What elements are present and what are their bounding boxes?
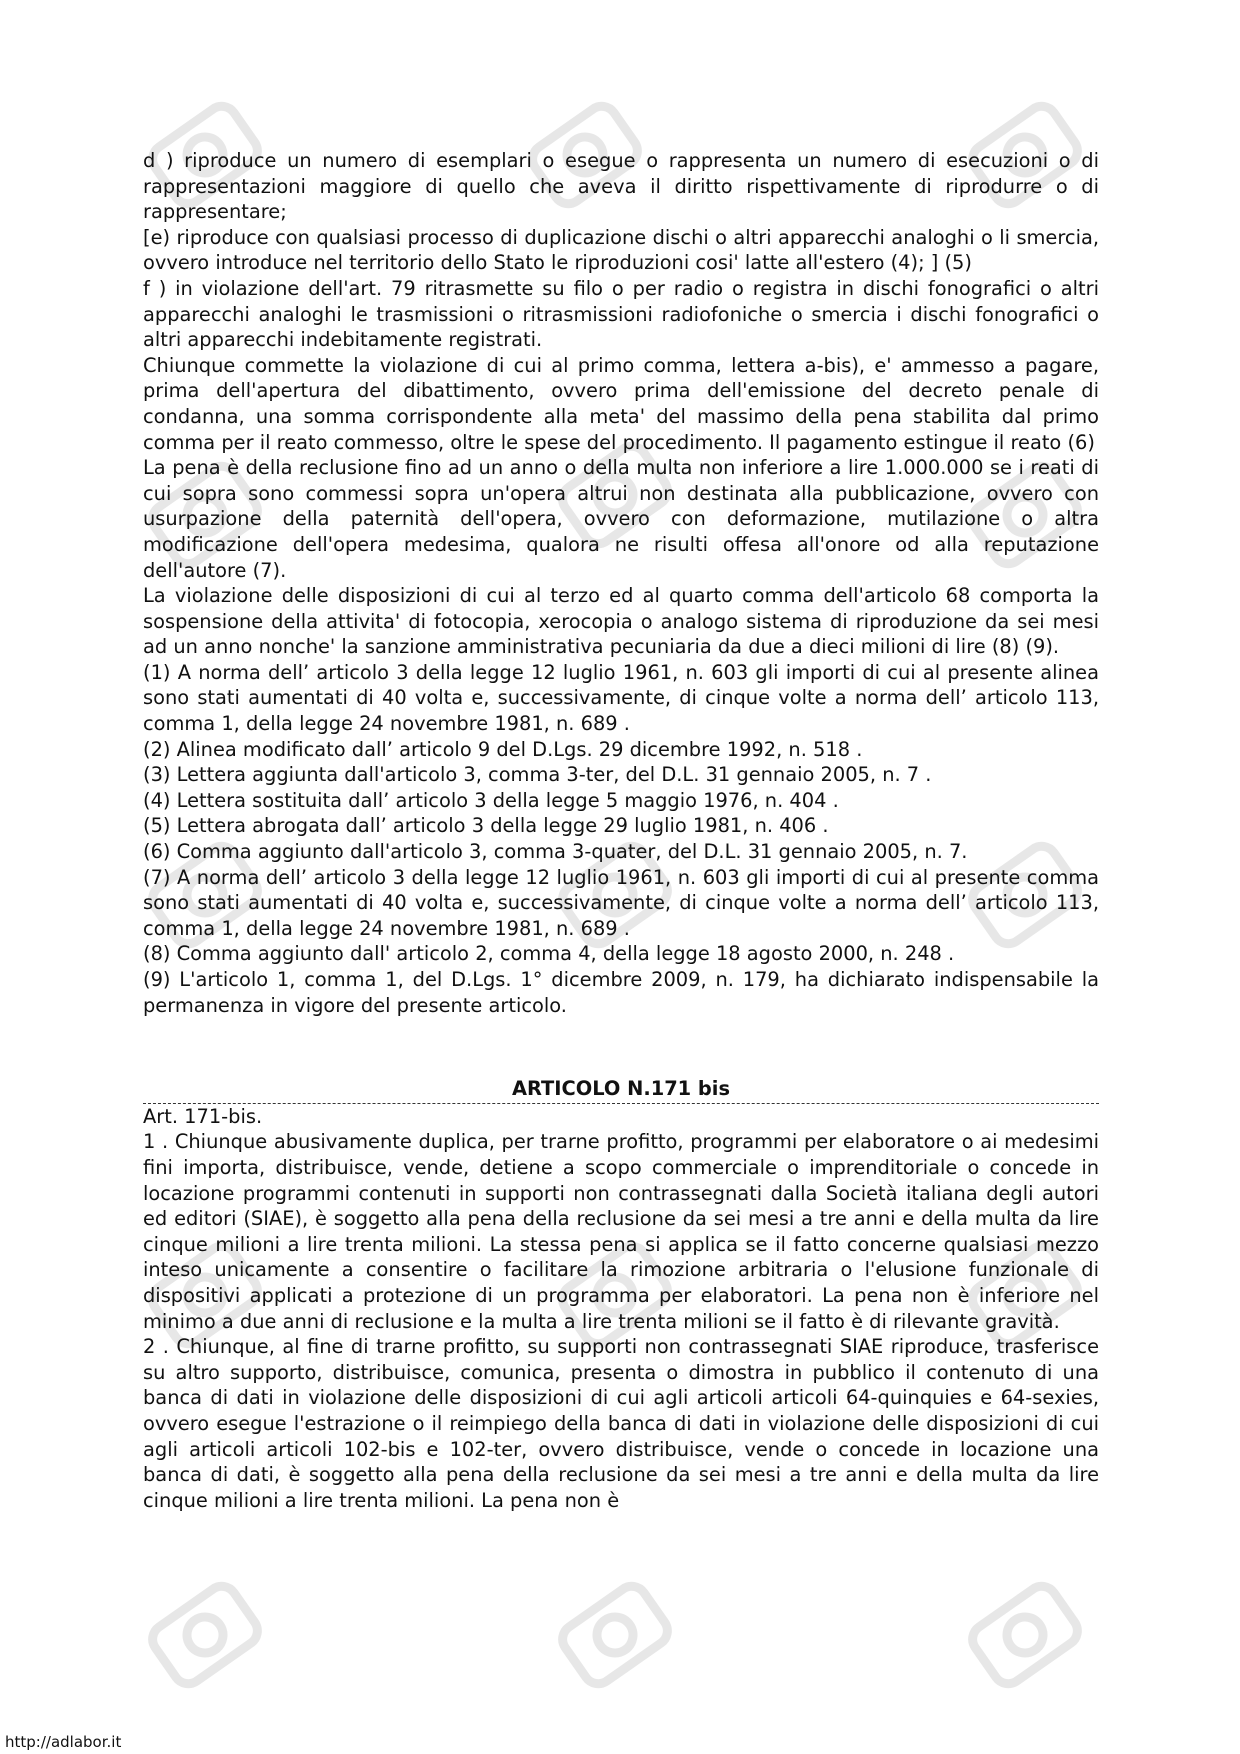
paragraph: d ) riproduce un numero di esemplari o esegue o rappresenta un numero di esecuzioni o di rappresentazioni maggiore di quello che aveva il diritto rispettivamente di riprodurre o di rappresentare; [143, 149, 1099, 224]
watermark-logo-icon [950, 1560, 1100, 1710]
footnote: (4) Lettera sostituita dall’ articolo 3 della legge 5 maggio 1976, n. 404 . [143, 788, 839, 812]
footnote: (7) A norma dell’ articolo 3 della legge 12 luglio 1961, n. 603 gli importi di cui al presente comma sono stati aumentati di 40 volta e, successivamente, di cinque volte a norma dell’ articolo 113, comma 1, della legge 24 novembre 1981, n. 689 . [143, 865, 1099, 940]
footnote: (3) Lettera aggiunta dall'articolo 3, comma 3-ter, del D.L. 31 gennaio 2005, n. 7 . [143, 763, 932, 787]
footnote: (1) A norma dell’ articolo 3 della legge 12 luglio 1961, n. 603 gli importi di cui al presente alinea sono stati aumentati di 40 volta e, successivamente, di cinque volte a norma dell’ articolo 113, comma 1, della legge 24 novembre 1981, n. 689 . [143, 660, 1099, 736]
watermark-logo-icon [540, 1560, 690, 1710]
footnote: (8) Comma aggiunto dall' articolo 2, comma 4, della legge 18 agosto 2000, n. 248 . [143, 942, 955, 966]
footnote: (2) Alinea modificato dall’ articolo 9 del D.Lgs. 29 dicembre 1992, n. 518 . [143, 737, 863, 761]
article-label: Art. 171-bis. [143, 1104, 263, 1128]
document-body [143, 148, 1099, 1513]
section-title: ARTICOLO N.171 bis [143, 1076, 1099, 1104]
paragraph: La violazione delle disposizioni di cui al terzo ed al quarto comma dell'articolo 68 comporta la sospensione della attivita' di fotocopia, xerocopia o analogo sistema di riproduzione da sei mesi ad un anno nonche' la sanzione amministrativa pecuniaria da due a dieci milioni di lire (8) (9). [143, 584, 1099, 659]
paragraph: Chiunque commette la violazione di cui al primo comma, lettera a-bis), e' ammesso a pagare, prima dell'apertura del dibattimento, ovvero prima dell'emissione del decreto penale di condanna, una somma corrispondente alla meta' del massimo della pena stabilita dal primo comma per il reato commesso, oltre le spese del procedimento. Il pagamento estingue il reato (6) [143, 353, 1099, 454]
footnote: (6) Comma aggiunto dall'articolo 3, comma 3-quater, del D.L. 31 gennaio 2005, n. 7. [143, 840, 968, 864]
paragraph: f ) in violazione dell'art. 79 ritrasmette su filo o per radio o registra in dischi fonografici o altri apparecchi analoghi le trasmissioni o ritrasmissioni radiofoniche o smercia i dischi fonografici o altri apparecchi indebitamente registrati. [143, 276, 1099, 352]
footer-url: http://adlabor.it [5, 1733, 122, 1751]
paragraph: 2 . Chiunque, al fine di trarne profitto, su supporti non contrassegnati SIAE riproduce, trasferisce su altro supporto, distribuisce, comunica, presenta o dimostra in pubblico il contenuto di una banca di dati in violazione delle disposizioni di cui agli articoli articoli 64-quinquies e 64-sexies, ovvero esegue l'estrazione o il reimpiego della banca di dati in violazione delle disposizioni di cui agli articoli articoli 102-bis e 102-ter, ovvero distribuisce, vende o concede in locazione una banca di dati, è soggetto alla pena della reclusione da sei mesi a tre anni e della multa da lire cinque milioni a lire trenta milioni. La pena non è [143, 1335, 1099, 1512]
paragraph: 1 . Chiunque abusivamente duplica, per trarne profitto, programmi per elaboratore o ai medesimi fini importa, distribuisce, vende, detiene a scopo commerciale o imprenditoriale o concede in locazione programmi contenuti in supporti non contrassegnati dalla Società italiana degli autori ed editori (SIAE), è soggetto alla pena della reclusione da sei mesi a tre anni e della multa da lire cinque milioni a lire trenta milioni. La stessa pena si applica se il fatto concerne qualsiasi mezzo inteso unicamente a consentire o facilitare la rimozione arbitraria o l'elusione funzionale di dispositivi applicati a protezione di un programma per elaboratori. La pena non è inferiore nel minimo a due anni di reclusione e la multa a lire trenta milioni se il fatto è di rilevante gravità. [143, 1130, 1099, 1333]
footnote: (9) L'articolo 1, comma 1, del D.Lgs. 1° dicembre 2009, n. 179, ha dichiarato indispensabile la permanenza in vigore del presente articolo. [143, 968, 1099, 1017]
footnote: (5) Lettera abrogata dall’ articolo 3 della legge 29 luglio 1981, n. 406 . [143, 814, 829, 838]
paragraph: La pena è della reclusione fino ad un anno o della multa non inferiore a lire 1.000.000 se i reati di cui sopra sono commessi sopra un'opera altrui non destinata alla pubblicazione, ovvero con usurpazione della paternità dell'opera, ovvero con deformazione, mutilazione o altra modificazione dell'opera medesima, qualora ne risulti offesa all'onore od alla reputazione dell'autore (7). [143, 456, 1099, 582]
paragraph: [e) riproduce con qualsiasi processo di duplicazione dischi o altri apparecchi analoghi o li smercia, ovvero introduce nel territorio dello Stato le riproduzioni cosi' latte all'estero (4); ] (5) [143, 225, 1099, 275]
watermark-logo-icon [130, 1560, 280, 1710]
